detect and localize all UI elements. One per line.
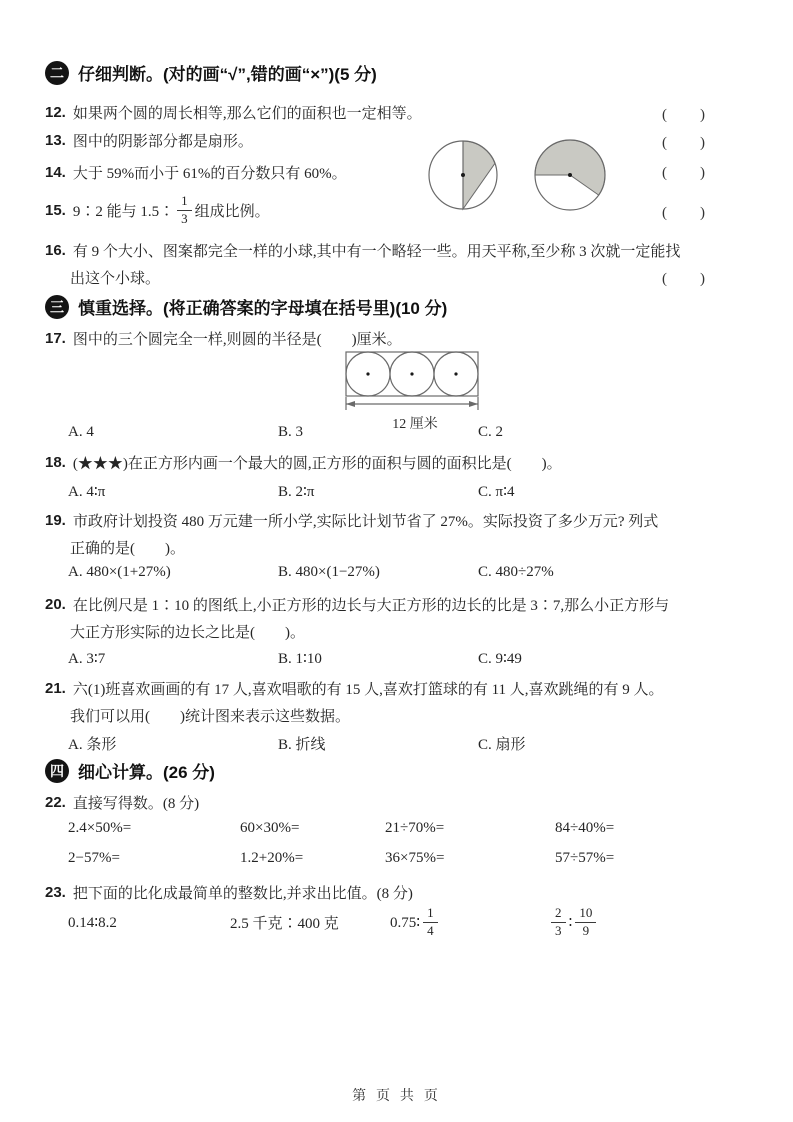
question-21-text-line1: 六(1)班喜欢画画的有 17 人,喜欢唱歌的有 15 人,喜欢打篮球的有 11 人,喜欢跳绳的有 9 人。 bbox=[72, 682, 664, 698]
q19-option-c: C. 480÷27% bbox=[478, 564, 554, 580]
question-13-number: 13. bbox=[45, 132, 66, 149]
question-16-text-line2: 出这个小球。 bbox=[70, 271, 161, 287]
question-21 bbox=[45, 678, 664, 699]
question-22-number: 22. bbox=[45, 794, 66, 811]
fraction-ten-ninths bbox=[575, 906, 596, 938]
section-judge-header bbox=[45, 60, 377, 85]
question-20-text-line2: 大正方形实际的边长之比是( )。 bbox=[70, 625, 305, 641]
dimension-arrow-right bbox=[469, 401, 478, 407]
question-12-answer-bracket: ( ) bbox=[662, 107, 706, 123]
q22-eq-7: 36×75%= bbox=[385, 850, 445, 866]
section-calc-badge: 四 bbox=[45, 759, 69, 783]
fraction-denominator: 3 bbox=[181, 210, 188, 226]
q20-option-b: B. 1∶10 bbox=[278, 651, 322, 667]
q23-item-4 bbox=[548, 898, 599, 946]
q23-item-1-text: 0.14∶8.2 bbox=[68, 914, 117, 931]
question-15-text-pre: 9∶2 能与 1.5∶ bbox=[72, 203, 175, 220]
fraction-denominator: 3 bbox=[555, 922, 562, 938]
fraction-denominator: 4 bbox=[427, 922, 434, 938]
footer-page-label: 第 页 共 页 bbox=[352, 1087, 441, 1103]
q20-option-c: C. 9∶49 bbox=[478, 651, 522, 667]
fraction-numerator: 2 bbox=[551, 906, 566, 922]
question-22 bbox=[45, 792, 199, 813]
q18-option-b: B. 2∶π bbox=[278, 484, 315, 500]
question-16-text-line1: 有 9 个大小、图案都完全一样的小球,其中有一个略轻一些。用天平称,至少称 3 次就一定能找 bbox=[72, 244, 681, 260]
q22-eq-6: 1.2+20%= bbox=[240, 850, 304, 866]
question-20-line2 bbox=[70, 621, 305, 642]
question-17-text: 图中的三个圆完全一样,则圆的半径是( )厘米。 bbox=[72, 332, 402, 348]
question-19-text-line1: 市政府计划投资 480 万元建一所小学,实际比计划节省了 27%。实际投资了多少万元? 列式 bbox=[72, 514, 659, 530]
left-circle-shaded-region bbox=[463, 141, 495, 209]
question-23-number: 23. bbox=[45, 884, 66, 901]
question-19-text-line2: 正确的是( )。 bbox=[70, 541, 185, 557]
question-20-text-line1: 在比例尺是 1∶10 的图纸上,小正方形的边长与大正方形的边长的比是 3∶7,那么小正方形与 bbox=[72, 598, 670, 614]
question-16-number: 16. bbox=[45, 242, 66, 259]
question-18-text: (★★★)在正方形内画一个最大的圆,正方形的面积与圆的面积比是( )。 bbox=[72, 456, 562, 472]
section-calc-title: 细心计算。(26 分) bbox=[78, 763, 215, 782]
q19-option-a: A. 480×(1+27%) bbox=[68, 564, 171, 580]
fraction-one-fourth bbox=[423, 906, 438, 938]
question-17 bbox=[45, 328, 402, 349]
fraction-two-thirds bbox=[551, 906, 566, 938]
section-choice-header bbox=[45, 294, 447, 319]
fraction-one-third bbox=[177, 194, 192, 226]
left-circle-center-dot bbox=[461, 173, 465, 177]
section-choice-badge: 三 bbox=[45, 295, 69, 319]
question-16-answer-bracket: ( ) bbox=[662, 271, 706, 287]
q13-shaded-circles-figure bbox=[423, 138, 623, 216]
question-13-answer-bracket: ( ) bbox=[662, 135, 706, 151]
q23-item-2-text: 2.5 千克∶400 克 bbox=[230, 915, 339, 932]
question-18-number: 18. bbox=[45, 454, 66, 471]
q22-eq-4: 84÷40%= bbox=[555, 820, 615, 836]
question-15-text-post: 组成比例。 bbox=[194, 203, 270, 220]
question-13-text: 图中的阴影部分都是扇形。 bbox=[72, 134, 253, 150]
question-18 bbox=[45, 452, 562, 473]
q21-option-c: C. 扇形 bbox=[478, 737, 526, 753]
fraction-numerator: 1 bbox=[423, 906, 438, 922]
circle-2-center-dot bbox=[410, 372, 413, 375]
question-21-number: 21. bbox=[45, 680, 66, 697]
circle-1-center-dot bbox=[366, 372, 369, 375]
question-19-line2 bbox=[70, 537, 185, 558]
q22-eq-2: 60×30%= bbox=[240, 820, 300, 836]
question-22-label: 直接写得数。(8 分) bbox=[72, 796, 200, 812]
question-15-number: 15. bbox=[45, 201, 66, 219]
question-14-answer-bracket: ( ) bbox=[662, 165, 706, 181]
question-15-answer-bracket: ( ) bbox=[662, 205, 706, 221]
right-circle-center-dot bbox=[568, 173, 572, 177]
question-12-number: 12. bbox=[45, 104, 66, 121]
question-19 bbox=[45, 510, 658, 531]
q22-eq-1: 2.4×50%= bbox=[68, 820, 132, 836]
q17-option-b: B. 3 bbox=[278, 424, 304, 440]
question-20 bbox=[45, 594, 669, 615]
question-16-line2 bbox=[70, 267, 160, 288]
question-13 bbox=[45, 130, 253, 151]
q17-three-circles-figure bbox=[336, 350, 496, 410]
question-12 bbox=[45, 102, 422, 123]
question-14 bbox=[45, 162, 347, 183]
q17-option-a: A. 4 bbox=[68, 424, 94, 440]
question-14-number: 14. bbox=[45, 164, 66, 181]
q22-eq-8: 57÷57%= bbox=[555, 850, 615, 866]
q22-eq-3: 21÷70%= bbox=[385, 820, 445, 836]
section-calc-header bbox=[45, 758, 215, 783]
fraction-numerator: 10 bbox=[575, 906, 596, 922]
question-23-label: 把下面的比化成最简单的整数比,并求出比值。(8 分) bbox=[72, 886, 413, 902]
section-choice-title: 慎重选择。(将正确答案的字母填在括号里)(10 分) bbox=[78, 299, 448, 318]
question-14-text: 大于 59%而小于 61%的百分数只有 60%。 bbox=[72, 166, 347, 182]
section-judge-title: 仔细判断。(对的画“√”,错的画“×”)(5 分) bbox=[78, 65, 377, 84]
q17-dimension-label: 12 厘米 bbox=[392, 417, 438, 432]
question-21-line2 bbox=[70, 705, 350, 726]
section-judge-badge: 二 bbox=[45, 61, 69, 85]
q23-item-3 bbox=[390, 898, 441, 946]
question-12-text: 如果两个圆的周长相等,那么它们的面积也一定相等。 bbox=[72, 106, 422, 122]
q23-item-1 bbox=[68, 898, 117, 946]
q20-option-a: A. 3∶7 bbox=[68, 651, 106, 667]
right-circle-shaded-sector bbox=[535, 140, 605, 195]
dimension-arrow-left bbox=[346, 401, 355, 407]
question-17-number: 17. bbox=[45, 330, 66, 347]
question-19-number: 19. bbox=[45, 512, 66, 529]
q21-option-b: B. 折线 bbox=[278, 737, 326, 753]
q17-option-c: C. 2 bbox=[478, 424, 504, 440]
fraction-numerator: 1 bbox=[177, 194, 192, 210]
q23-item-3-pre: 0.75∶ bbox=[390, 914, 421, 931]
q18-option-a: A. 4∶π bbox=[68, 484, 106, 500]
question-20-number: 20. bbox=[45, 596, 66, 613]
question-15 bbox=[45, 190, 270, 230]
question-16 bbox=[45, 240, 680, 261]
circle-3-center-dot bbox=[454, 372, 457, 375]
fraction-denominator: 9 bbox=[582, 922, 590, 938]
q21-option-a: A. 条形 bbox=[68, 737, 117, 753]
q23-item-4-colon: ∶ bbox=[568, 914, 573, 931]
q22-eq-5: 2−57%= bbox=[68, 850, 120, 866]
q18-option-c: C. π∶4 bbox=[478, 484, 515, 500]
q19-option-b: B. 480×(1−27%) bbox=[278, 564, 380, 580]
question-21-text-line2: 我们可以用( )统计图来表示这些数据。 bbox=[70, 709, 350, 725]
q23-item-2 bbox=[230, 898, 339, 946]
